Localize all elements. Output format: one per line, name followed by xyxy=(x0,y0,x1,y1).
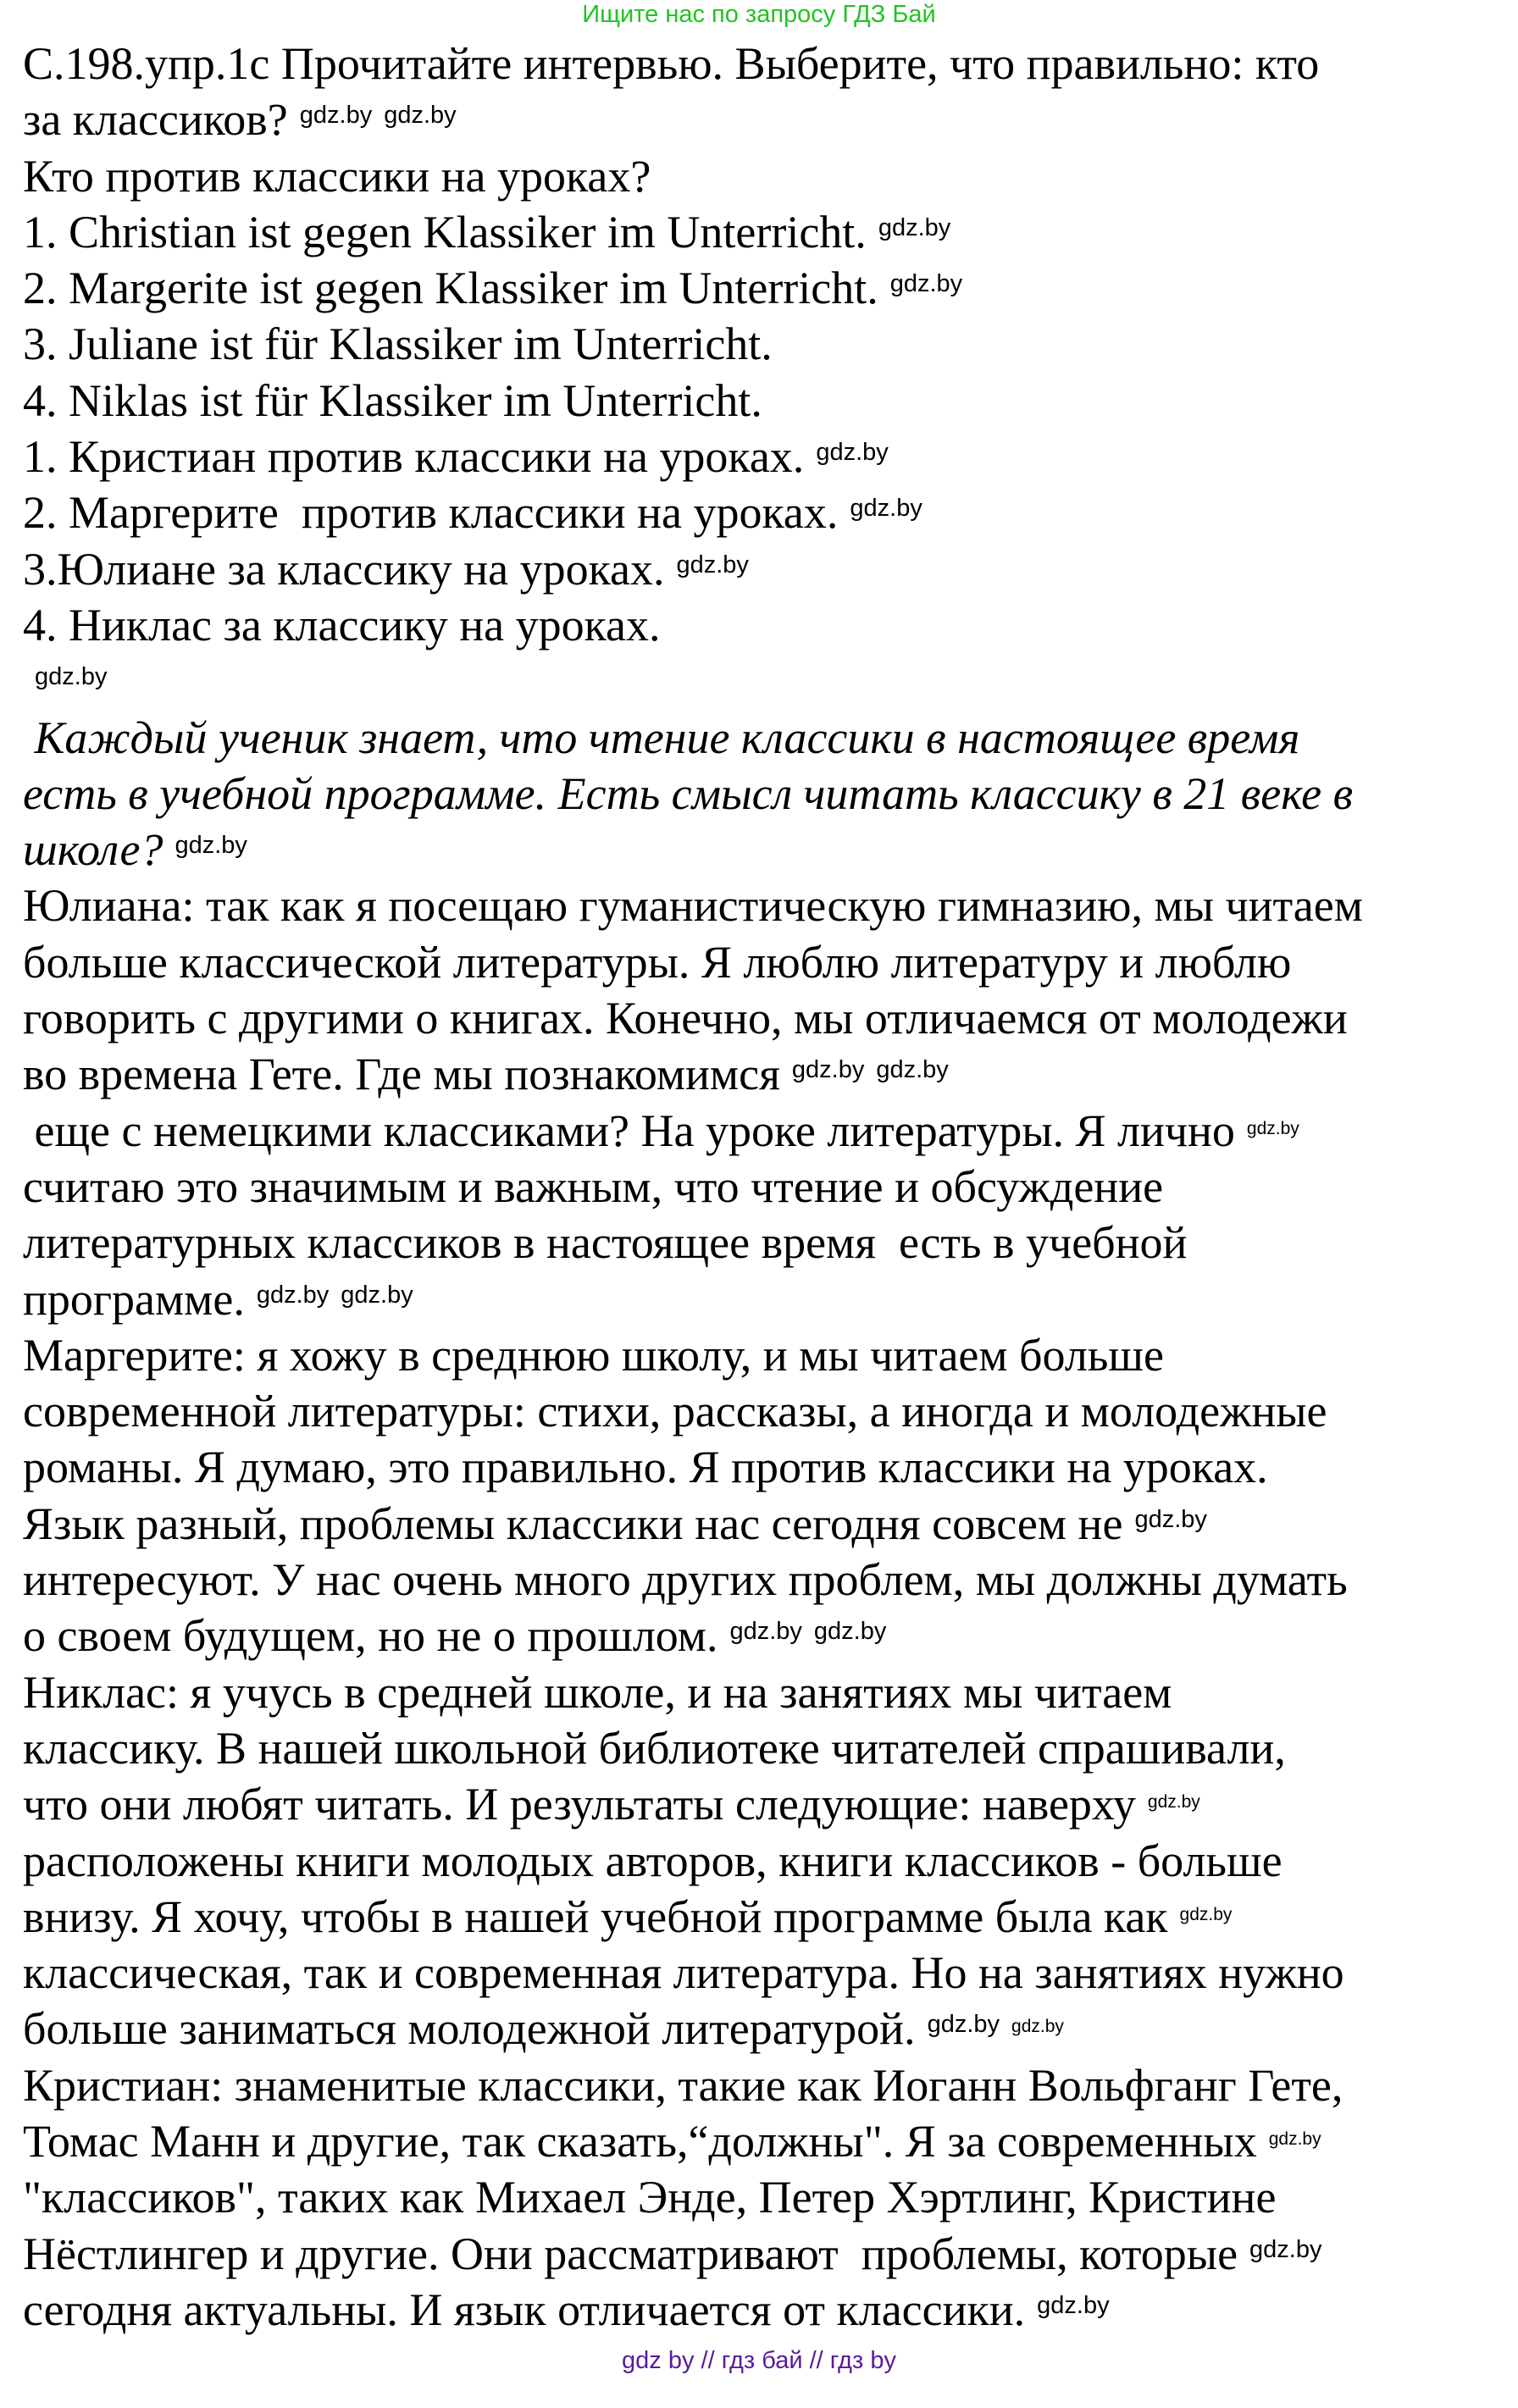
text-line xyxy=(23,1271,413,1327)
line-text: программе. xyxy=(23,1273,245,1325)
line-text: больше классической литературы. Я люблю литературу и люблю xyxy=(23,936,1292,988)
text-line xyxy=(23,1327,1164,1383)
watermark-text: gdz.by xyxy=(1268,2128,1321,2149)
text-line xyxy=(23,1215,1187,1270)
line-text: 3. Juliane ist für Klassiker im Unterricht. xyxy=(23,318,773,370)
watermark-text: gdz.by xyxy=(1249,2235,1322,2263)
line-text: сегодня актуальны. И язык отличается от классики. xyxy=(23,2283,1026,2335)
line-text: за классиков? xyxy=(23,94,288,146)
line-text: о своем будущем, но не о прошлом. xyxy=(23,1610,718,1662)
line-text: 3.Юлиане за классику на уроках. xyxy=(23,543,665,595)
line-text: еще с немецкими классиками? На уроке литературы. Я лично xyxy=(23,1104,1235,1156)
text-line xyxy=(23,1945,1344,2001)
footer-banner: gdz by // гдз бай // гдз by xyxy=(622,2347,896,2374)
text-line xyxy=(23,373,762,429)
text-line xyxy=(23,1720,1286,1776)
text-line xyxy=(23,429,889,484)
watermark-text: gdz.by xyxy=(35,663,108,691)
watermark-text: gdz.by xyxy=(1011,2017,1064,2037)
watermark-text: gdz.by xyxy=(299,102,373,130)
text-line xyxy=(23,597,661,653)
line-text: Юлиана: так как я посещаю гуманистическую гимназию, мы читаем xyxy=(23,880,1363,932)
line-text: классику. В нашей школьной библиотеке читателей спрашивали, xyxy=(23,1722,1286,1774)
line-text: 4. Никлас за классику на уроках. xyxy=(23,599,661,650)
line-text: "классиков", таких как Михаел Энде, Петер Хэртлинг, Кристине xyxy=(23,2172,1277,2223)
text-line xyxy=(23,1439,1268,1495)
line-text: Язык разный, проблемы классики нас сегодня совсем не xyxy=(23,1497,1123,1549)
line-text: 2. Маргерите против классики на уроках. xyxy=(23,487,839,539)
text-line xyxy=(23,148,651,204)
text-line xyxy=(23,1833,1283,1889)
watermark-text: gdz.by xyxy=(927,2011,1000,2039)
text-line xyxy=(23,990,1348,1046)
text-line xyxy=(23,2113,1321,2169)
watermark-text: gdz.by xyxy=(1037,2291,1110,2319)
line-text: школе? xyxy=(23,824,163,876)
watermark-text: gdz.by xyxy=(1179,1904,1233,1924)
watermark-text: gdz.by xyxy=(676,551,749,578)
blank-line xyxy=(23,653,107,709)
line-text: романы. Я думаю, это правильно. Я против классики на уроках. xyxy=(23,1442,1268,1493)
line-text: есть в учебной программе. Есть смысл читать классику в 21 веке в xyxy=(23,767,1354,819)
watermark-text: gdz.by xyxy=(876,1056,949,1084)
text-line xyxy=(23,541,749,597)
watermark-text: gdz.by xyxy=(256,1281,330,1309)
line-text: расположены книги молодых авторов, книги классиков - больше xyxy=(23,1835,1283,1886)
line-text: 2. Margerite ist gegen Klassiker im Unterricht. xyxy=(23,263,878,314)
text-line xyxy=(23,822,247,877)
text-line xyxy=(23,316,773,372)
watermark-text: gdz.by xyxy=(813,1618,887,1646)
line-text: Кристиан: знаменитые классики, такие как Иоганн Вольфганг Гете, xyxy=(23,2059,1343,2111)
text-line xyxy=(23,2226,1322,2282)
text-line xyxy=(23,934,1291,990)
text-line xyxy=(23,2169,1276,2225)
line-text: 4. Niklas ist für Klassiker im Unterricht. xyxy=(23,374,762,426)
watermark-text: gdz.by xyxy=(1147,1792,1200,1813)
text-line xyxy=(23,36,1319,91)
text-line xyxy=(23,1889,1232,1945)
text-line xyxy=(23,1496,1207,1552)
text-line xyxy=(23,2001,1064,2056)
line-text: Маргерите: я хожу в среднюю школу, и мы читаем больше xyxy=(23,1329,1164,1381)
line-text: С.198.упр.1с Прочитайте интервью. Выберите, что правильно: кто xyxy=(23,38,1320,89)
watermark-text: gdz.by xyxy=(816,439,889,467)
line-text: Томас Манн и другие, так сказать,“должны". Я за современных xyxy=(23,2115,1257,2167)
text-line xyxy=(23,766,1353,822)
text-line xyxy=(23,260,962,316)
watermark-text: gdz.by xyxy=(850,495,922,523)
watermark-text: gdz.by xyxy=(1134,1505,1207,1533)
text-line xyxy=(23,1103,1299,1159)
line-text: классическая, так и современная литература. Но на занятиях нужно xyxy=(23,1947,1344,1999)
line-text: считаю это значимым и важным, что чтение и обсуждение xyxy=(23,1160,1164,1212)
line-text: во времена Гете. Где мы познакомимся xyxy=(23,1049,780,1100)
watermark-text: gdz.by xyxy=(341,1281,413,1309)
text-line xyxy=(23,204,950,260)
document-body xyxy=(23,36,1514,2338)
text-line xyxy=(23,710,1299,766)
text-line xyxy=(23,2282,1110,2338)
line-text: литературных классиков в настоящее время есть в учебной xyxy=(23,1217,1188,1269)
header-banner: Ищите нас по запросу ГДЗ Бай xyxy=(582,1,936,28)
text-line xyxy=(23,1159,1163,1215)
text-line xyxy=(23,91,457,147)
text-line xyxy=(23,484,922,540)
line-text: говорить с другими о книгах. Конечно, мы отличаемся от молодежи xyxy=(23,993,1348,1044)
watermark-text: gdz.by xyxy=(175,832,247,860)
watermark-text: gdz.by xyxy=(729,1618,802,1646)
text-line xyxy=(23,1046,949,1102)
line-text: Кто против классики на уроках? xyxy=(23,150,651,202)
text-line xyxy=(23,1383,1327,1439)
watermark-text: gdz.by xyxy=(889,270,963,298)
line-text: Каждый ученик знает, что чтение классики в настоящее время xyxy=(23,711,1300,763)
line-text: Никлас: я учусь в средней школе, и на занятиях мы читаем xyxy=(23,1666,1172,1718)
text-line xyxy=(23,877,1363,933)
line-text: интересуют. У нас очень много других проблем, мы должны думать xyxy=(23,1554,1348,1606)
line-text: Нёстлингер и другие. Они рассматривают проблемы, которые xyxy=(23,2228,1238,2279)
text-line xyxy=(23,1776,1200,1832)
text-line xyxy=(23,1552,1348,1608)
line-text: что они любят читать. И результаты следующие: наверху xyxy=(23,1779,1136,1830)
watermark-text: gdz.by xyxy=(878,213,951,241)
line-text: 1. Кристиан против классики на уроках. xyxy=(23,431,805,483)
line-text: внизу. Я хочу, чтобы в нашей учебной программе была как xyxy=(23,1890,1168,1942)
watermark-text: gdz.by xyxy=(1246,1118,1299,1138)
watermark-text: gdz.by xyxy=(384,102,457,130)
watermark-text: gdz.by xyxy=(791,1056,865,1084)
text-line xyxy=(23,1608,886,1663)
text-line xyxy=(23,2057,1343,2113)
line-text: больше заниматься молодежной литературой. xyxy=(23,2003,916,2055)
line-text: современной литературы: стихи, рассказы, а иногда и молодежные xyxy=(23,1386,1327,1437)
line-text: 1. Christian ist gegen Klassiker im Unterricht. xyxy=(23,206,867,257)
text-line xyxy=(23,1664,1172,1720)
